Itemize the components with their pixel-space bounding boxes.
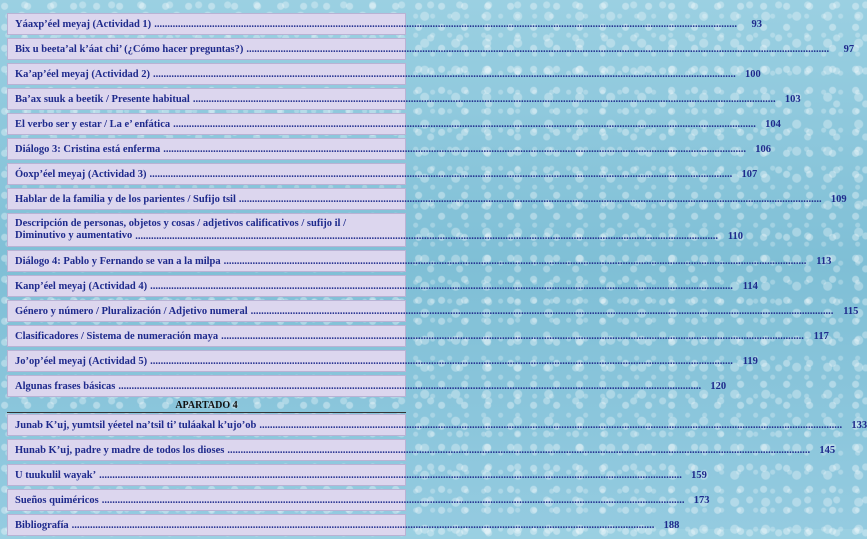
dot-leader bbox=[150, 356, 733, 367]
toc-entry-page: 100 bbox=[745, 69, 761, 80]
dot-leader bbox=[150, 281, 733, 292]
toc-entry[interactable] bbox=[7, 464, 707, 486]
toc-entry[interactable] bbox=[7, 213, 744, 247]
dot-leader bbox=[221, 331, 804, 342]
toc-entry[interactable] bbox=[7, 300, 859, 322]
toc-entry-page: 145 bbox=[819, 445, 836, 456]
dot-leader bbox=[193, 94, 776, 105]
toc-entry[interactable] bbox=[7, 250, 832, 272]
toc-entry-page: 133 bbox=[851, 420, 867, 431]
toc-entry-title: Descripción de personas, objetos y cosas / adjetivos calificativos / sufijo il / bbox=[15, 218, 347, 229]
dot-leader bbox=[99, 470, 682, 481]
toc-entry[interactable] bbox=[7, 138, 771, 160]
toc-entry[interactable] bbox=[7, 13, 762, 35]
toc-entry[interactable] bbox=[7, 275, 758, 297]
toc-entry[interactable] bbox=[7, 375, 727, 397]
dot-leader bbox=[163, 144, 746, 155]
toc-entry-title: Junab K’uj, yumtsil yéetel na’tsil ti’ tuláakal k’ujo’ob bbox=[15, 420, 257, 431]
toc-entry-page: 103 bbox=[784, 94, 801, 105]
dot-leader bbox=[239, 194, 822, 205]
toc-entry[interactable] bbox=[7, 514, 680, 536]
dot-leader bbox=[150, 169, 733, 180]
toc-entry[interactable] bbox=[7, 113, 781, 135]
toc-entry-title: U tuukulil wayak’ bbox=[15, 470, 97, 481]
dot-leader bbox=[72, 520, 655, 531]
toc-entry-page: 114 bbox=[742, 281, 758, 292]
toc-entry-title: Hunab K’uj, padre y madre de todos los dioses bbox=[15, 445, 225, 456]
toc-entry-page: 119 bbox=[742, 356, 758, 367]
dot-leader bbox=[173, 119, 756, 130]
toc-entry-page: 106 bbox=[755, 144, 771, 155]
toc-entry-title: El verbo ser y estar / La e’ enfática bbox=[15, 119, 171, 130]
toc-entry-page: 93 bbox=[751, 19, 762, 30]
toc-entry-page: 104 bbox=[765, 119, 781, 130]
dot-leader bbox=[224, 256, 807, 267]
toc-entries bbox=[7, 13, 859, 397]
toc-entry-title: Ka’ap’éel meyaj (Actividad 2) bbox=[15, 69, 151, 80]
toc-entry-title: Kanp’éel meyaj (Actividad 4) bbox=[15, 281, 148, 292]
toc-entry-page: 110 bbox=[727, 231, 744, 242]
toc-entry[interactable] bbox=[7, 350, 758, 372]
toc-entry[interactable] bbox=[7, 489, 710, 511]
toc-entry-title: Diálogo 3: Cristina está enferma bbox=[15, 144, 161, 155]
toc-entry-title: Género y número / Pluralización / Adjetivo numeral bbox=[15, 306, 248, 317]
toc-entry-title: Ba’ax suuk a beetik / Presente habitual bbox=[15, 94, 190, 105]
dot-leader bbox=[259, 420, 842, 431]
toc-entry-title: Bix u beeta’al k’áat chi’ (¿Cómo hacer preguntas?) bbox=[15, 44, 244, 55]
toc-entry-page: 115 bbox=[843, 306, 859, 317]
toc-entry-page: 173 bbox=[693, 495, 710, 506]
toc-entry-title: Yáaxp’éel meyaj (Actividad 1) bbox=[15, 19, 152, 30]
toc-entry-title: Bibliografía bbox=[15, 520, 69, 531]
toc-entry[interactable] bbox=[7, 325, 829, 347]
toc-entry-page: 97 bbox=[843, 44, 855, 55]
section-heading: APARTADO 4 bbox=[7, 400, 406, 413]
dot-leader bbox=[153, 69, 736, 80]
toc-entry[interactable] bbox=[7, 88, 801, 110]
section-entries bbox=[7, 414, 867, 536]
toc-entry-page: 107 bbox=[741, 169, 758, 180]
table-of-contents bbox=[7, 13, 867, 539]
toc-entry-page: 117 bbox=[813, 331, 829, 342]
dot-leader bbox=[246, 44, 829, 55]
toc-entry[interactable] bbox=[7, 188, 847, 210]
dot-leader bbox=[227, 445, 810, 456]
toc-entry[interactable] bbox=[7, 163, 758, 185]
toc-entry[interactable] bbox=[7, 439, 836, 461]
toc-entry-page: 159 bbox=[691, 470, 707, 481]
toc-entry-page: 188 bbox=[663, 520, 680, 531]
toc-entry-title: Sueños quiméricos bbox=[15, 495, 99, 506]
toc-entry-title: Clasificadores / Sistema de numeración maya bbox=[15, 331, 219, 342]
toc-entry-page: 109 bbox=[830, 194, 847, 205]
toc-entry-page: 120 bbox=[710, 381, 727, 392]
toc-entry[interactable] bbox=[7, 414, 867, 436]
toc-entry[interactable] bbox=[7, 63, 761, 85]
dot-leader bbox=[118, 381, 701, 392]
toc-entry-title-continued: Diminutivo y aumentativo bbox=[15, 230, 133, 241]
dot-leader bbox=[102, 495, 685, 506]
toc-entry-title: Óoxp’éel meyaj (Actividad 3) bbox=[15, 169, 147, 180]
toc-entry[interactable] bbox=[7, 38, 855, 60]
dot-leader bbox=[135, 231, 718, 242]
toc-entry-title: Jo’op’éel meyaj (Actividad 5) bbox=[15, 356, 148, 367]
toc-entry-title: Algunas frases básicas bbox=[15, 381, 116, 392]
dot-leader bbox=[251, 306, 834, 317]
toc-entry-title: Hablar de la familia y de los parientes / Sufijo tsil bbox=[15, 194, 236, 205]
dot-leader bbox=[154, 19, 737, 30]
toc-entry-page: 113 bbox=[816, 256, 832, 267]
toc-entry-title: Diálogo 4: Pablo y Fernando se van a la milpa bbox=[15, 256, 221, 267]
